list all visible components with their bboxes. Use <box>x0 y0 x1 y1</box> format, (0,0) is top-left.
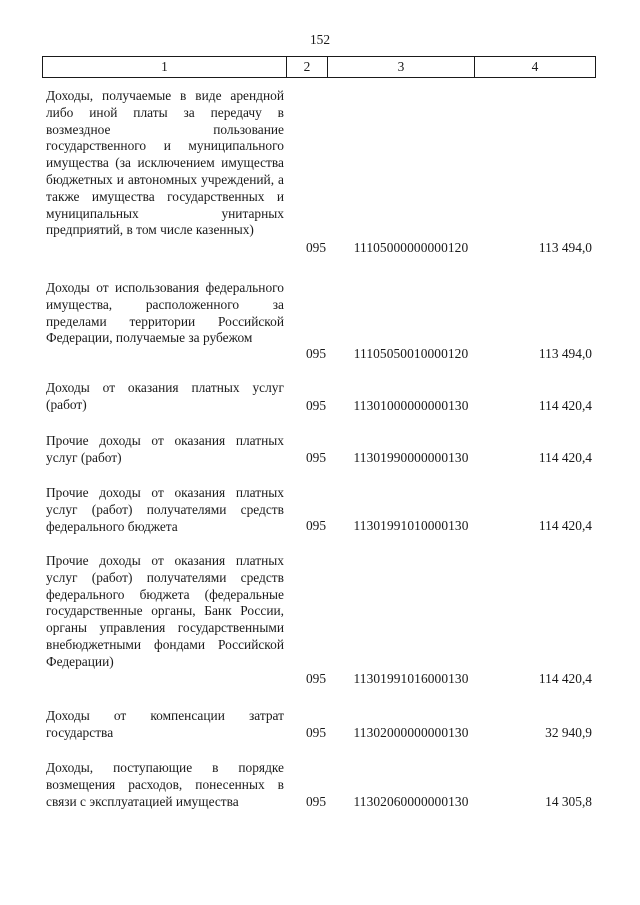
admin-code: 095 <box>305 794 327 809</box>
income-name: Доходы, получаемые в виде арендной либо иной платы за передачу в возмездное пользование государственного и муниципального имущества (за исключением имущества бюджетных и автономных учреждений, а также имущества государственных и муниципальных унитарных предприятий, в том числе казенных) <box>46 88 284 238</box>
column-header-3: 3 <box>328 57 475 78</box>
budget-classification-code: 11301990000000130 <box>353 450 469 465</box>
budget-classification-code: 11301000000000130 <box>353 398 469 413</box>
budget-classification-code: 11105050010000120 <box>353 346 469 361</box>
amount: 114 420,4 <box>538 450 592 465</box>
admin-code: 095 <box>305 240 327 255</box>
column-header-1: 1 <box>43 57 287 78</box>
budget-classification-code: 11301991010000130 <box>353 518 469 533</box>
income-name: Прочие доходы от оказания платных услуг (работ) <box>46 433 284 465</box>
admin-code: 095 <box>305 450 327 465</box>
page-number: 152 <box>309 32 331 47</box>
amount: 114 420,4 <box>538 398 592 413</box>
amount: 113 494,0 <box>538 346 592 361</box>
amount: 14 305,8 <box>545 794 592 809</box>
income-name: Прочие доходы от оказания платных услуг (работ) получателями средств федерального бюджета <box>46 485 284 534</box>
budget-classification-code: 11302060000000130 <box>353 794 469 809</box>
admin-code: 095 <box>305 346 327 361</box>
amount: 114 420,4 <box>538 671 592 686</box>
amount: 32 940,9 <box>545 725 592 740</box>
column-header-2: 2 <box>287 57 328 78</box>
budget-classification-code: 11301991016000130 <box>353 671 469 686</box>
column-header-4: 4 <box>475 57 596 78</box>
admin-code: 095 <box>305 671 327 686</box>
income-name: Доходы, поступающие в порядке возмещения расходов, понесенных в связи с эксплуатацией имущества <box>46 760 284 809</box>
income-name: Прочие доходы от оказания платных услуг (работ) получателями средств федерального бюджета (федеральные государственные органы, Банк России, органы управления государственными внебюджетными фондами Российской Федерации) <box>46 553 284 669</box>
admin-code: 095 <box>305 725 327 740</box>
admin-code: 095 <box>305 398 327 413</box>
income-name: Доходы от оказания платных услуг (работ) <box>46 380 284 412</box>
income-name: Доходы от использования федерального имущества, расположенного за пределами территории Российской Федерации, получаемые за рубежом <box>46 280 284 346</box>
amount: 113 494,0 <box>538 240 592 255</box>
budget-classification-code: 11302000000000130 <box>353 725 469 740</box>
budget-classification-code: 11105000000000120 <box>353 240 469 255</box>
income-name: Доходы от компенсации затрат государства <box>46 708 284 740</box>
amount: 114 420,4 <box>538 518 592 533</box>
admin-code: 095 <box>305 518 327 533</box>
